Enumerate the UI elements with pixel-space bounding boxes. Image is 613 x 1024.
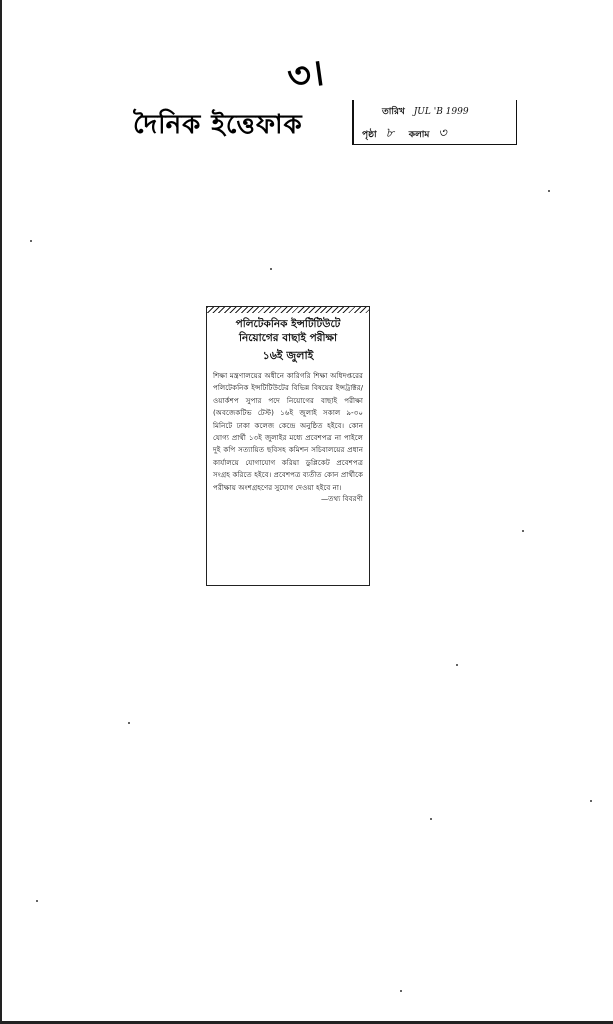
stamp-page-label: পৃষ্ঠা [362,130,377,140]
news-clipping [206,306,370,586]
stamp-left-bar [352,100,354,144]
stamp-date-row [382,104,469,119]
scan-speck [128,722,130,724]
date-stamp [352,100,517,145]
scan-speck [270,268,272,270]
stamp-date-label: তারিখ [382,107,405,117]
stamp-column-value: ৩ [438,126,447,141]
scan-speck [548,190,550,192]
scan-speck [590,800,592,802]
scan-speck [36,900,38,902]
scan-speck [456,664,458,666]
clipping-top-rule [207,307,369,313]
scan-speck [522,530,524,532]
stamp-page-value: ৮ [385,126,394,141]
scan-speck [430,818,432,820]
scan-speck [400,990,402,992]
stamp-column-label: কলাম [408,130,430,140]
scan-speck [30,240,32,242]
headline-line-1: পলিটেকনিক ইন্সটিটিউটে [235,318,341,330]
stamp-page-row [362,124,459,145]
clipping-subhead: ১৬ই জুলাই [262,349,314,362]
stamp-date-value: JUL 'B 1999 [413,107,469,117]
newspaper-masthead: দৈনিক ইত্তেফাক [133,110,303,140]
handwritten-number: ৩। [284,51,327,99]
clipping-body: শিক্ষা মন্ত্রণালয়ের অধীনে কারিগরি শিক্ষা অধিদপ্তরের পলিটেকনিক ইন্সটিটিউটের বিভিন্ন বিষয়ের ইন্সট্রাক্টর/ ওয়ার্কশপ সুপার পদে নিয়োগের বাছাই পরীক্ষা (অবজেকটিভ টেস্ট) ১৬ই জুলাই সকাল ৯-৩০ মিনিটে ঢাকা কলেজ কেন্দ্রে অনুষ্ঠিত হইবে। কোন যোগ্য প্রার্থী ১৩ই জুলাইর মধ্যে প্রবেশপত্র না পাইলে দুই কপি সত্যায়িত ছবিসহ কমিশন সচিবালয়ের প্রধান কার্যালয়ে যোগাযোগ করিয়া ডুপ্লিকেট প্রবেশপত্র সংগ্রহ করিতে হইবে। প্রবেশপত্র ব্যতীত কোন প্রার্থীকে পরীক্ষায় অংশগ্রহণের সুযোগ দেওয়া হইবে না। [213,371,363,492]
scan-left-edge [0,0,2,1024]
clipping-headline [211,317,365,345]
clipping-signature: —তথ্য বিবরণী [320,494,363,504]
headline-line-2: নিয়োগের বাছাই পরীক্ষা [238,332,338,344]
